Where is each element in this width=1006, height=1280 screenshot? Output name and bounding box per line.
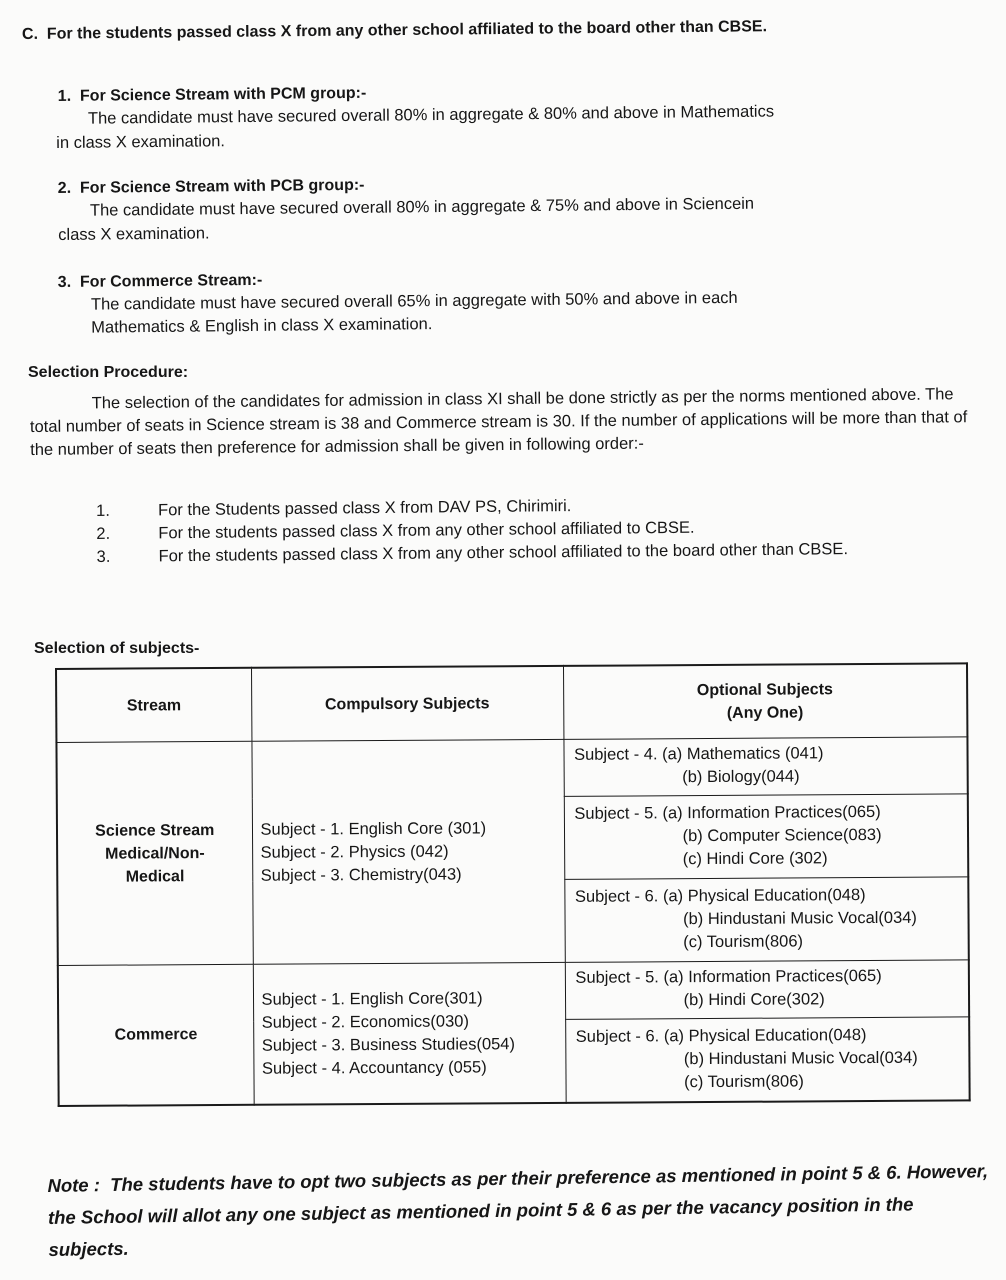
stream-cell-science (56, 741, 252, 965)
criterion-commerce (58, 263, 959, 340)
header-optional-line2: (Any One) (726, 704, 804, 722)
criterion-pcm (58, 77, 959, 156)
stream-line: Science Stream (95, 821, 215, 840)
optional-group (564, 794, 968, 879)
criterion-body-line2: in class X examination. (56, 132, 226, 153)
compulsory-subject: Subject - 2. Economics(030) (261, 1011, 469, 1032)
optional-subject: (c) Tourism(806) (683, 931, 804, 951)
criterion-pcb (58, 169, 959, 248)
criterion-body-line1: The candidate must have secured overall 80% in aggregate & 80% and above in Mathematics (87, 102, 775, 128)
optional-subject: (b) Computer Science(083) (682, 825, 882, 845)
header-compulsory: Compulsory Subjects (251, 666, 563, 741)
preference-text: For the students passed class X from any other school affiliated to CBSE. (158, 518, 695, 543)
stream-line: Medical (125, 867, 185, 886)
section-c-marker: C. (21, 25, 39, 43)
note-text: The students have to opt two subjects as per their preference as mentioned in point 5 & 6. However, the School will allot any one subject as mentioned in point 5 & 6 as per the vacancy position in the subjects. (47, 1160, 989, 1260)
preference-list (0, 490, 1006, 601)
preference-number: 1. (96, 501, 110, 520)
table-row (56, 737, 967, 800)
compulsory-subject: Subject - 3. Business Studies(054) (261, 1034, 515, 1055)
criterion-body-line1: The candidate must have secured overall 80% in aggregate & 75% and above in Sciencein (89, 194, 755, 220)
note (47, 1155, 993, 1266)
preference-text: For the Students passed class X from DAV PS, Chirimiri. (158, 497, 572, 520)
compulsory-cell-commerce (253, 962, 566, 1104)
selection-of-subjects-heading: Selection of subjects- (34, 640, 200, 657)
selection-procedure-heading: Selection Procedure: (28, 364, 189, 381)
subjects-table (55, 662, 971, 1107)
optional-subject: Subject - 5. (a) Information Practices(065) (575, 966, 882, 987)
criterion-title: For Science Stream with PCB group:- (79, 176, 365, 197)
optional-group (563, 737, 967, 796)
optional-subject: Subject - 4. (a) Mathematics (041) (573, 744, 824, 764)
selection-procedure-text: The selection of the candidates for admission in class XI shall be done strictly as per the norms mentioned above. The total number of seats in Science stream is 38 and Commerce stream is 30. If the number of applications will be more than that of the number of seats then preference for admission shall be given in following order:- (29, 385, 968, 459)
selection-procedure-paragraph (30, 383, 981, 462)
preference-number: 3. (96, 547, 111, 566)
preference-item (0, 490, 1006, 520)
compulsory-subject: Subject - 1. English Core(301) (261, 988, 483, 1009)
optional-subject: Subject - 6. (a) Physical Education(048) (575, 1025, 867, 1046)
compulsory-subject: Subject - 4. Accountancy (055) (261, 1057, 487, 1078)
criterion-number: 3. (57, 273, 72, 292)
optional-subject: (c) Hindi Core (302) (682, 848, 828, 868)
optional-group (565, 1017, 970, 1103)
table-header-row (56, 663, 967, 742)
criterion-body-line2: Mathematics & English in class X examination. (91, 315, 433, 337)
compulsory-subject: Subject - 1. English Core (301) (260, 818, 487, 839)
optional-subject: Subject - 6. (a) Physical Education(048) (574, 885, 866, 906)
criterion-number: 1. (57, 87, 72, 106)
note-label: Note : (47, 1174, 101, 1197)
optional-subject: (b) Hindi Core(302) (683, 990, 825, 1010)
criterion-body-line1: The candidate must have secured overall 65% in aggregate with 50% and above in each (90, 288, 738, 314)
compulsory-subject: Subject - 2. Physics (042) (260, 842, 449, 862)
compulsory-subject: Subject - 3. Chemistry(043) (260, 865, 462, 885)
header-stream: Stream (56, 668, 251, 743)
section-c-heading (22, 18, 767, 44)
optional-subject: (b) Hindustani Music Vocal(034) (682, 908, 917, 928)
compulsory-cell-science (251, 739, 564, 964)
preference-number: 2. (96, 524, 111, 543)
optional-group (564, 877, 968, 962)
criterion-title: For Science Stream with PCM group:- (79, 84, 367, 105)
stream-line: Commerce (114, 1026, 198, 1044)
criterion-number: 2. (57, 179, 72, 198)
preference-text: For the students passed class X from any other school affiliated to the board other than CBSE. (158, 540, 849, 566)
stream-line: Medical/Non- (105, 844, 205, 863)
optional-group (565, 960, 969, 1019)
optional-subject: (b) Hindustani Music Vocal(034) (683, 1048, 918, 1068)
stream-cell-commerce (58, 964, 254, 1106)
optional-subject: (b) Biology(044) (682, 767, 800, 787)
header-optional-line1: Optional Subjects (696, 681, 833, 700)
criterion-title: For Commerce Stream:- (79, 271, 263, 291)
optional-subject: Subject - 5. (a) Information Practices(065) (574, 802, 881, 823)
table-row (58, 960, 969, 1023)
criterion-body-line2: class X examination. (58, 224, 210, 244)
header-optional (563, 663, 967, 739)
optional-subject: (c) Tourism(806) (683, 1071, 804, 1091)
section-c-heading-text: For the students passed class X from any other school affiliated to the board other than CBSE. (46, 18, 768, 43)
